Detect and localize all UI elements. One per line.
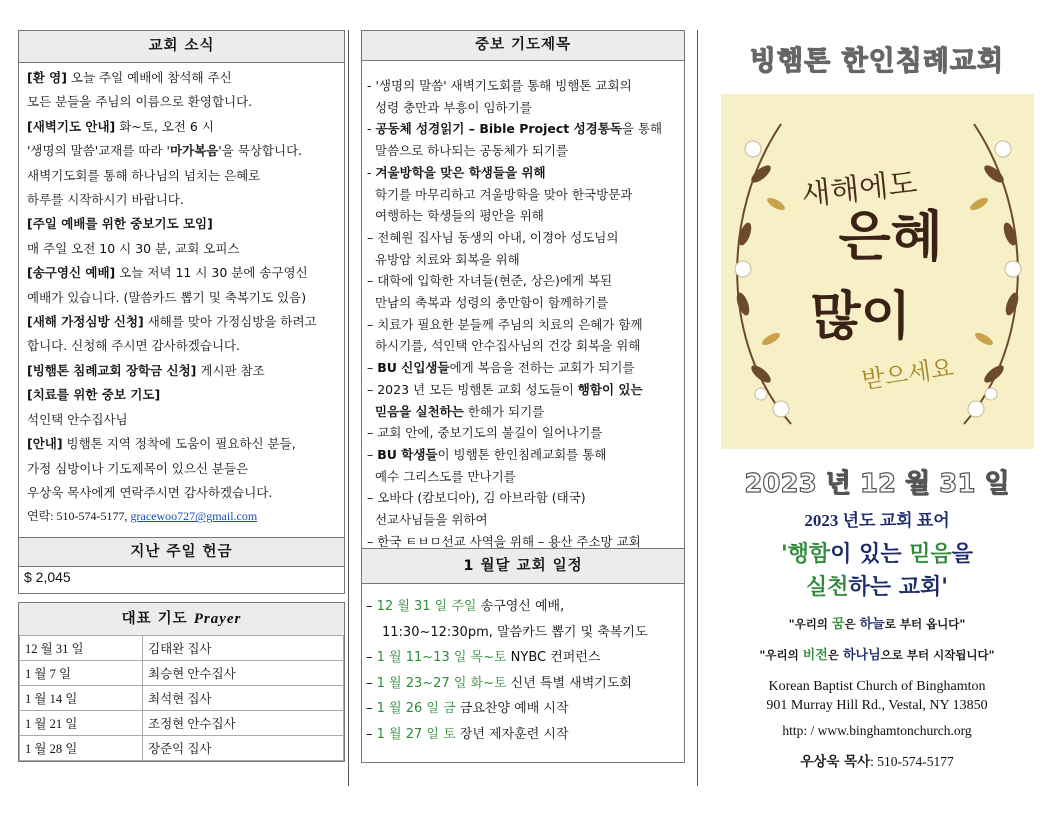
bullet: – [367,360,378,376]
schedule-date: 1 월 23~27 일 화~토 [376,675,507,691]
intercession-title: 중보 기도제목 [362,31,684,61]
intercession-text: 예수 그리스도를 만나기를 [374,468,516,484]
news-line-text: 합니다. 신청해 주시면 감사하겠습니다. [27,338,241,354]
contact-label: 연락: 510-574-5177, [27,509,131,524]
bullet: - [367,78,376,93]
news-line-text: '을 묵상합니다. [218,143,303,159]
intercession-text: 을 통해 [621,121,663,137]
news-line-tag: [빙햄톤 침례교회 장학금 신청] [27,362,197,378]
news-line-text: 석인택 안수집사님 [27,411,128,427]
schedule-section [361,548,685,763]
bullet [367,100,375,115]
news-line [27,383,338,407]
prayer-row [20,636,344,661]
news-line-tag: [새해 가정심방 신청] [27,314,144,330]
intercession-line [367,422,684,444]
banner-line-1: 새해에도 [799,166,919,213]
intercession-text: 2023 년 모든 빙햄톤 교회 성도들이 [377,381,578,397]
intercession-text: 성령 충만과 부흥이 임하기를 [374,99,532,115]
bullet [367,512,375,527]
intercession-text: 한해가 되기를 [463,403,545,419]
intercession-text: 말씀으로 하나되는 공동체가 되기를 [374,143,568,159]
prayer-date: 1 월 28 일 [20,736,143,761]
pastor-label: 우상욱 목사 [800,754,871,770]
schedule-event: 신년 특별 새벽기도회 [506,675,632,691]
bullet [367,252,375,267]
intercession-bold: BU 신입생들 [377,360,450,376]
news-line [27,212,338,236]
news-line [27,164,338,188]
news-line-text: 오늘 저녁 11 시 30 분에 송구영신 [115,265,308,281]
bullet: – [367,316,378,332]
news-line [27,408,338,432]
intercession-bold: 공동체 성경읽기 – Bible Project 성경통독 [375,121,622,137]
prayer-date: 1 월 7 일 [20,661,143,686]
schedule-event: 11:30~12:30pm, 말씀카드 뽑기 및 축복기도 [382,624,648,640]
prayer-title-en: Prayer [193,611,242,627]
offering-title: 지난 주일 헌금 [19,538,344,567]
intercession-text: 선교사님들을 위하여 [374,512,488,528]
news-line-tag: 마가복음 [169,143,219,159]
prayer-table [19,635,344,761]
prayer-section [18,602,345,762]
intercession-text: 학기를 마무리하고 겨울방학을 맞아 한국방문과 [374,186,633,202]
news-line-tag: [환 영] [27,70,67,85]
news-line-text: 예배가 있습니다. (말씀카드 뽑기 및 축복기도 있음) [27,289,307,305]
column-divider [348,30,349,786]
news-line-text: 새벽기도회를 통해 하나님의 넘치는 은혜로 [27,167,261,183]
news-line-tag: [치료를 위한 중보 기도] [27,387,161,403]
contact-email-link[interactable]: gracewoo727@gmail.com [130,509,258,524]
intercession-text: 치료가 필요한 분들께 주님의 치료의 은혜가 함께 [377,316,643,332]
bullet: – [367,425,378,441]
intercession-line [367,140,684,162]
news-line [27,334,338,358]
schedule-event: 장년 제자훈련 시작 [455,726,569,742]
schedule-item [366,645,684,671]
intercession-line [367,184,684,206]
schedule-event: 금요찬양 예배 시작 [455,701,569,717]
news-line-tag: [안내] [27,436,63,452]
news-line [27,261,338,285]
prayer-date: 1 월 21 일 [20,711,143,736]
intercession-text: 대학에 입학한 자녀들(현준, 상은)에게 복된 [377,273,613,289]
intercession-line [367,466,684,488]
intercession-line [367,379,684,401]
intercession-line [367,487,684,509]
intercession-list [362,61,684,552]
news-line-text: 오늘 주일 예배에 참석해 주신 [66,70,232,85]
motto-label: 2023 년도 교회 표어 [804,511,950,530]
news-line-text: 게시판 참조 [196,362,265,378]
schedule-dash: – [366,599,377,614]
prayer-row [20,686,344,711]
intercession-line [367,509,684,531]
prayer-row [20,661,344,686]
intercession-text: 한국 ㅌㅂㅁ선교 사역을 위해 – 용산 주소망 교회 [377,533,641,549]
schedule-event: 송구영신 예배, [476,599,565,614]
schedule-list [362,584,684,748]
intercession-text: 오바다 (캄보디아), 김 아브라함 (태국) [377,490,586,506]
intercession-line [367,97,684,119]
news-line [27,139,338,163]
church-address: 901 Murray Hill Rd., Vestal, NY 13850 [766,698,988,713]
intercession-line [367,75,684,97]
intercession-text: 여행하는 학생들의 평안을 위해 [374,208,544,224]
bullet [367,404,375,419]
bullet [367,295,375,310]
schedule-date: 1 월 11~13 일 목~토 [376,650,507,666]
wreath-illustration [721,94,1034,449]
bullet [367,208,375,223]
church-website[interactable]: http: / www.binghamtonchurch.org [782,723,972,738]
schedule-item [366,620,684,646]
church-name-heading: 빙햄톤 한인침례교회 [749,46,1005,77]
prayer-row [20,711,344,736]
news-line-text: 빙햄톤 지역 정착에 도움이 필요하신 분들, [62,436,296,452]
bullet [367,187,375,202]
intercession-text: 하시기를, 석인택 안수집사님의 건강 회복을 위해 [374,338,641,354]
bullet: – [367,446,378,462]
pastor-contact [712,750,1042,770]
contact-line [19,505,344,527]
news-line-text: 새해를 맞아 가정심방을 하려고 [143,314,317,330]
offering-amount: $ 2,045 [24,569,71,585]
quote-vision: "우리의 비전은 하나님으로 부터 시작됩니다" [759,648,995,663]
intercession-bold: 겨울방학을 맞은 학생들을 위해 [375,164,546,180]
schedule-item [366,594,684,620]
church-news-section [18,30,345,538]
schedule-item [366,722,684,748]
schedule-date: 1 월 27 일 토 [376,726,456,742]
news-line-prefix: '생명의 말씀'교재를 따라 ' [27,143,170,159]
schedule-dash: – [366,675,377,691]
news-line-tag: [주일 예배를 위한 중보기도 모임] [27,216,213,232]
news-line [27,432,338,456]
bullet: – [367,490,378,506]
column-divider [697,30,698,786]
intercession-bold: BU 학생들 [377,446,438,462]
news-line [27,115,338,139]
news-line [27,90,338,114]
prayer-leader: 최승현 안수집사 [143,661,344,686]
quote-dream: "우리의 꿈은 하늘로 부터 옵니다" [788,617,966,632]
pastor-phone: : 510-574-5177 [870,754,954,769]
intercession-line [367,118,684,140]
intercession-bold: 믿음을 실천하는 [374,403,464,419]
intercession-text: 이 빙햄톤 한인침례교회를 통해 [437,446,607,462]
schedule-dash: – [366,701,377,717]
prayer-leader: 김태완 집사 [143,636,344,661]
motto-line-1: '행함이 있는 믿음을 [780,542,974,567]
prayer-leader: 최석현 집사 [143,686,344,711]
intercession-text: 유방암 치료와 회복을 위해 [374,251,520,267]
news-line [27,66,338,90]
prayer-title-ko: 대표 기도 [121,611,188,627]
news-line-text: 모든 분들을 주님의 이름으로 환영합니다. [27,94,253,110]
news-line-text: 가정 심방이나 기도제목이 있으신 분들은 [27,460,249,476]
intercession-line [367,227,684,249]
news-line [27,188,338,212]
intercession-text: '생명의 말씀' 새벽기도회를 통해 빙햄톤 교회의 [375,78,632,93]
bullet: – [367,381,378,397]
bullet [367,143,375,158]
news-line-text: 화~토, 오전 6 시 [115,118,214,134]
news-line [27,359,338,383]
new-year-banner [721,94,1034,449]
intercession-line [367,205,684,227]
news-line [27,481,338,505]
bullet: – [367,533,378,549]
schedule-item [366,671,684,697]
news-line-tag: [송구영신 예배] [27,265,116,281]
bullet: - [367,121,376,137]
news-line [27,237,338,261]
intercession-line [367,335,684,357]
intercession-line [367,401,684,423]
intercession-text: 만남의 축복과 성령의 충만함이 함께하기를 [374,295,609,311]
news-line-text: 우상욱 목사에게 연락주시면 감사하겠습니다. [27,484,273,500]
schedule-date: 12 월 31 일 주일 [376,599,477,614]
bullet [367,469,375,484]
intercession-text: 교회 안에, 중보기도의 불길이 일어나기를 [377,425,603,441]
schedule-title: 1 월달 교회 일정 [362,549,684,584]
intercession-section [361,30,685,549]
intercession-line [367,162,684,184]
news-line-text: 매 주일 오전 10 시 30 분, 교회 오피스 [27,240,240,256]
schedule-dash: – [366,726,377,742]
schedule-item [366,696,684,722]
intercession-text: 에게 복음을 전하는 교회가 되기를 [449,360,635,376]
bullet: – [367,229,378,245]
english-church-name: Korean Baptist Church of Binghamton [768,679,986,694]
church-news-title: 교회 소식 [19,31,344,63]
intercession-text: 전혜원 집사님 동생의 아내, 이경아 성도님의 [377,229,619,245]
motto-line-2: 실천하는 교회' [806,575,948,600]
schedule-dash: – [366,650,377,666]
news-line [27,310,338,334]
intercession-line [367,314,684,336]
news-line-tag: [새벽기도 안내] [27,118,116,134]
prayer-row [20,736,344,761]
prayer-date: 1 월 14 일 [20,686,143,711]
news-line-text: 하루를 시작하시기 바랍니다. [27,192,184,208]
bullet: - [367,164,376,180]
banner-line-2: 은혜 [838,205,943,268]
prayer-leader: 조정현 안수집사 [143,711,344,736]
offering-section [18,537,345,594]
intercession-line [367,249,684,271]
intercession-bold: 행함이 있는 [577,381,643,397]
prayer-title [19,603,344,635]
news-line [27,286,338,310]
prayer-date: 12 월 31 일 [20,636,143,661]
intercession-line [367,270,684,292]
intercession-line [367,292,684,314]
schedule-date: 1 월 26 일 금 [376,701,456,717]
news-line [27,457,338,481]
bullet: – [367,273,378,289]
bullet [367,338,375,353]
intercession-line [367,444,684,466]
banner-line-4: 받으세요 [859,353,956,395]
banner-line-3: 많이 [810,287,911,347]
church-news-list [19,63,344,505]
intercession-line [367,357,684,379]
service-date: 2023 년 12 월 31 일 [744,469,1010,499]
schedule-event: NYBC 컨퍼런스 [506,650,601,666]
prayer-leader: 장준익 집사 [143,736,344,761]
